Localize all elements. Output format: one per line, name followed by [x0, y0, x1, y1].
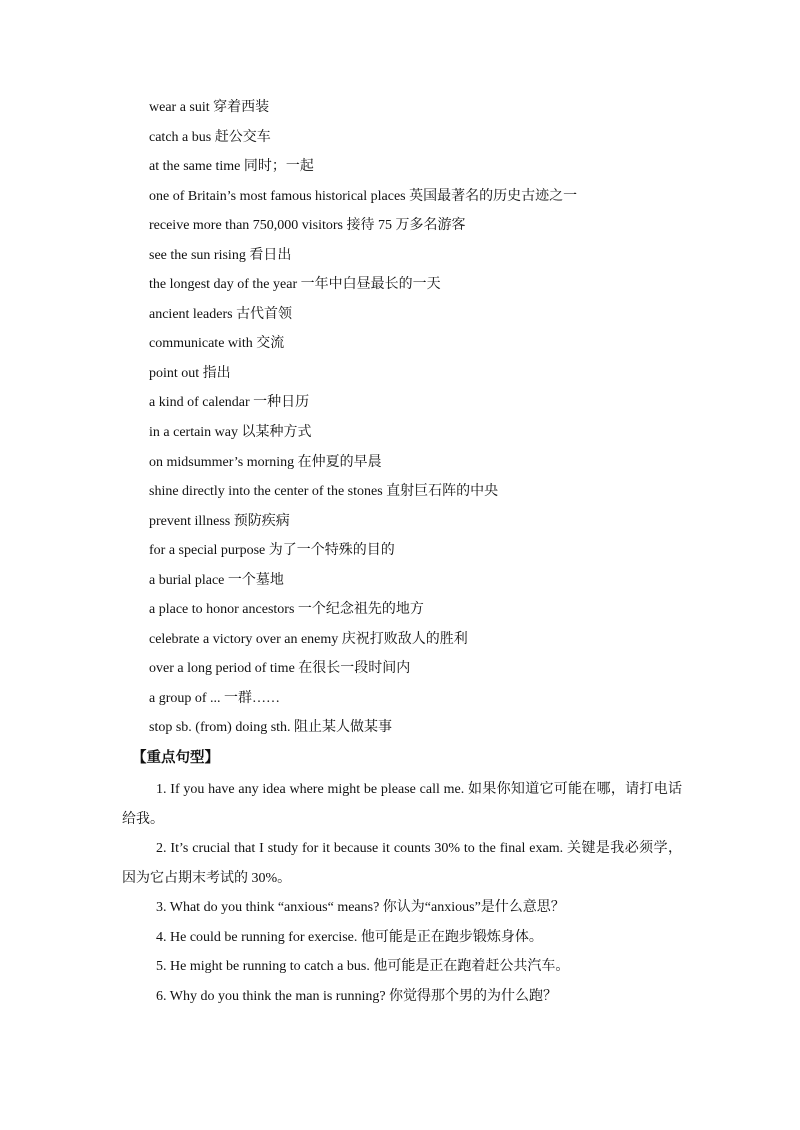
key-sentence: 2. It’s crucial that I study for it because it counts 30% to the final exam. 关键是我必须学，因为它占期末考试的 30%。	[122, 841, 682, 886]
phrase-item: receive more than 750,000 visitors 接待 75 万多名游客	[149, 218, 466, 234]
phrase-item: for a special purpose 为了一个特殊的目的	[149, 543, 395, 559]
phrase-item: the longest day of the year 一年中白昼最长的一天	[149, 277, 441, 293]
phrase-item: see the sun rising 看日出	[149, 247, 292, 263]
key-sentence: 3. What do you think “anxious“ means? 你认为“anxious”是什么意思？	[156, 900, 565, 915]
key-sentence: 5. He might be running to catch a bus. 他可能是正在跑着赶公共汽车。	[156, 959, 570, 974]
phrase-item: a place to honor ancestors 一个纪念祖先的地方	[149, 602, 424, 618]
phrase-item: in a certain way 以某种方式	[149, 425, 312, 441]
section-heading: 【重点句型】	[132, 750, 219, 766]
phrase-item: stop sb. (from) doing sth. 阻止某人做某事	[149, 720, 393, 736]
key-sentence: 4. He could be running for exercise. 他可能是正在跑步锻炼身体。	[156, 929, 543, 945]
phrase-item: point out 指出	[149, 365, 231, 381]
phrase-item: one of Britain’s most famous historical places 英国最著名的历史古迹之一	[149, 188, 578, 204]
phrase-item: ancient leaders 古代首领	[149, 306, 293, 322]
key-sentence: 1. If you have any idea where might be please call me. 如果你知道它可能在哪，请打电话给我。	[122, 782, 682, 827]
phrase-item: at the same time 同时；一起	[149, 159, 314, 175]
phrase-item: on midsummer’s morning 在仲夏的早晨	[149, 454, 382, 470]
phrase-item: communicate with 交流	[149, 336, 285, 352]
phrase-list	[149, 97, 749, 747]
phrase-item: wear a suit 穿着西装	[149, 100, 270, 115]
key-sentence-list	[122, 775, 682, 1011]
phrase-item: a burial place 一个墓地	[149, 572, 284, 588]
phrase-item: over a long period of time 在很长一段时间内	[149, 661, 411, 677]
phrase-item: a kind of calendar 一种日历	[149, 395, 310, 411]
phrase-item: catch a bus 赶公交车	[149, 129, 271, 145]
phrase-item: shine directly into the center of the stones 直射巨石阵的中央	[149, 484, 499, 500]
phrase-item: a group of ... 一群……	[149, 690, 281, 706]
key-sentence: 6. Why do you think the man is running? 你觉得那个男的为什么跑？	[156, 988, 558, 1004]
phrase-item: celebrate a victory over an enemy 庆祝打败敌人的胜利	[149, 631, 468, 647]
phrase-item: prevent illness 预防疾病	[149, 513, 290, 529]
